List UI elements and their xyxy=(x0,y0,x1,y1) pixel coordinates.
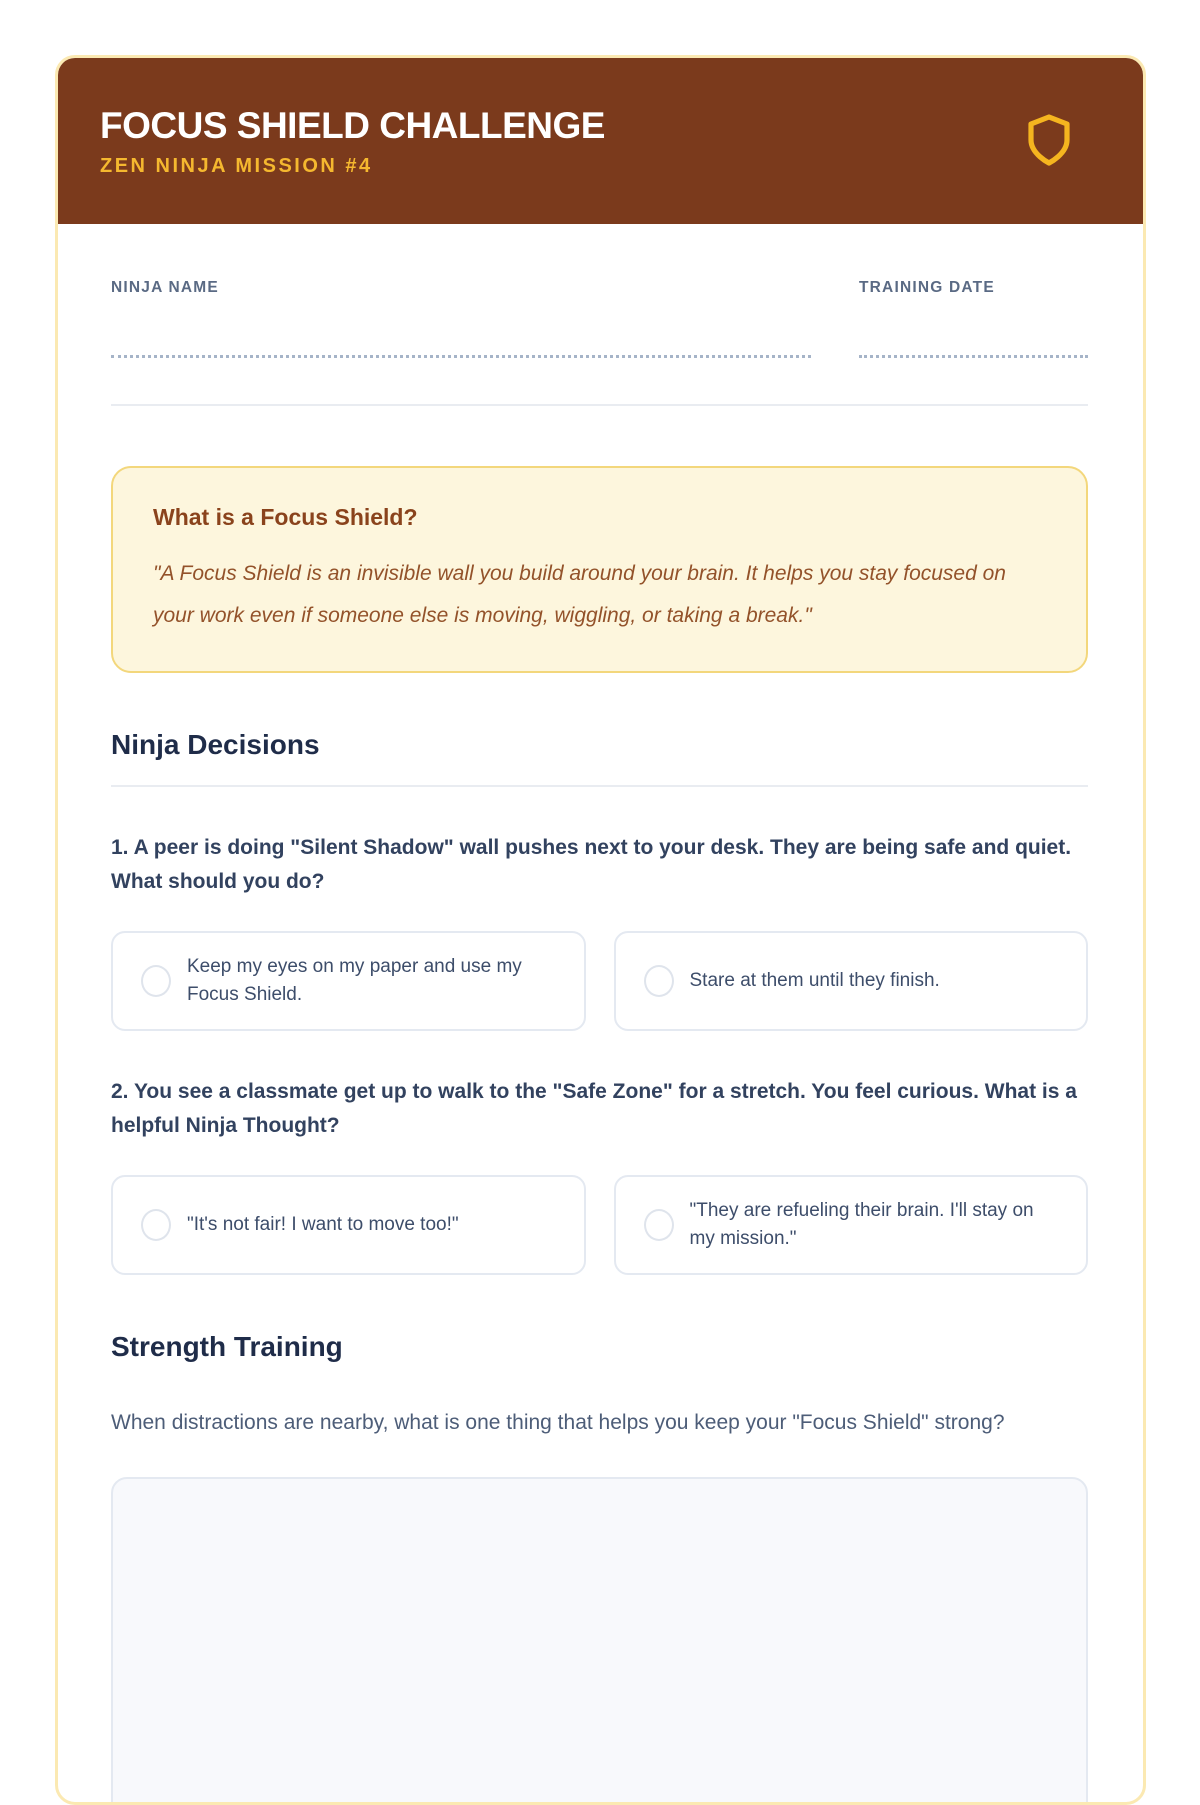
worksheet-body xyxy=(58,279,1143,1805)
question-1-option-b[interactable] xyxy=(614,931,1089,1031)
header-divider xyxy=(111,404,1088,406)
page-subtitle: ZEN NINJA MISSION #4 xyxy=(100,154,373,177)
option-label: "It's not fair! I want to move too!" xyxy=(187,1214,459,1235)
option-label: Stare at them until they finish. xyxy=(689,970,940,991)
name-date-row xyxy=(111,279,1088,358)
ninja-name-field xyxy=(111,279,811,358)
info-box xyxy=(111,466,1088,673)
question-2-options xyxy=(111,1175,1088,1275)
training-date-field xyxy=(859,279,1088,358)
header-text xyxy=(100,105,605,178)
question-1-option-a[interactable] xyxy=(111,931,586,1031)
question-2 xyxy=(111,1075,1088,1275)
training-date-input[interactable] xyxy=(859,355,1088,358)
radio-icon[interactable] xyxy=(141,965,171,997)
question-1-text: 1. A peer is doing "Silent Shadow" wall pushes next to your desk. They are being safe and quiet. What should you do? xyxy=(111,836,1072,893)
question-2-option-a[interactable] xyxy=(111,1175,586,1275)
question-2-text: 2. You see a classmate get up to walk to the "Safe Zone" for a stretch. You feel curious. What is a helpful Ninja Thought? xyxy=(111,1080,1077,1137)
radio-icon[interactable] xyxy=(644,965,674,997)
section-divider xyxy=(111,785,1088,787)
shield-icon xyxy=(1025,110,1073,173)
radio-icon[interactable] xyxy=(141,1209,171,1241)
option-label: Keep my eyes on my paper and use my Focus Shield. xyxy=(187,956,522,1005)
question-1-options xyxy=(111,931,1088,1031)
info-box-title: What is a Focus Shield? xyxy=(153,504,418,530)
page-title: FOCUS SHIELD CHALLENGE xyxy=(100,104,605,146)
section-title-ninja-decisions: Ninja Decisions xyxy=(111,729,320,760)
strength-training-prompt: When distractions are nearby, what is one thing that helps you keep your "Focus Shield" strong? xyxy=(111,1411,1005,1434)
ninja-name-input[interactable] xyxy=(111,355,811,358)
worksheet-card xyxy=(55,55,1146,1805)
option-label: "They are refueling their brain. I'll stay on my mission." xyxy=(689,1200,1034,1249)
training-date-label: TRAINING DATE xyxy=(859,279,995,296)
answer-textarea[interactable] xyxy=(111,1477,1088,1805)
worksheet-header xyxy=(58,58,1143,224)
ninja-name-label: NINJA NAME xyxy=(111,279,219,296)
info-box-quote: "A Focus Shield is an invisible wall you build around your brain. It helps you stay focused on your work even if someone else is moving, wiggling, or taking a break." xyxy=(153,562,1006,627)
question-2-option-b[interactable] xyxy=(614,1175,1089,1275)
radio-icon[interactable] xyxy=(644,1209,674,1241)
question-1 xyxy=(111,831,1088,1031)
section-title-strength-training: Strength Training xyxy=(111,1331,343,1362)
